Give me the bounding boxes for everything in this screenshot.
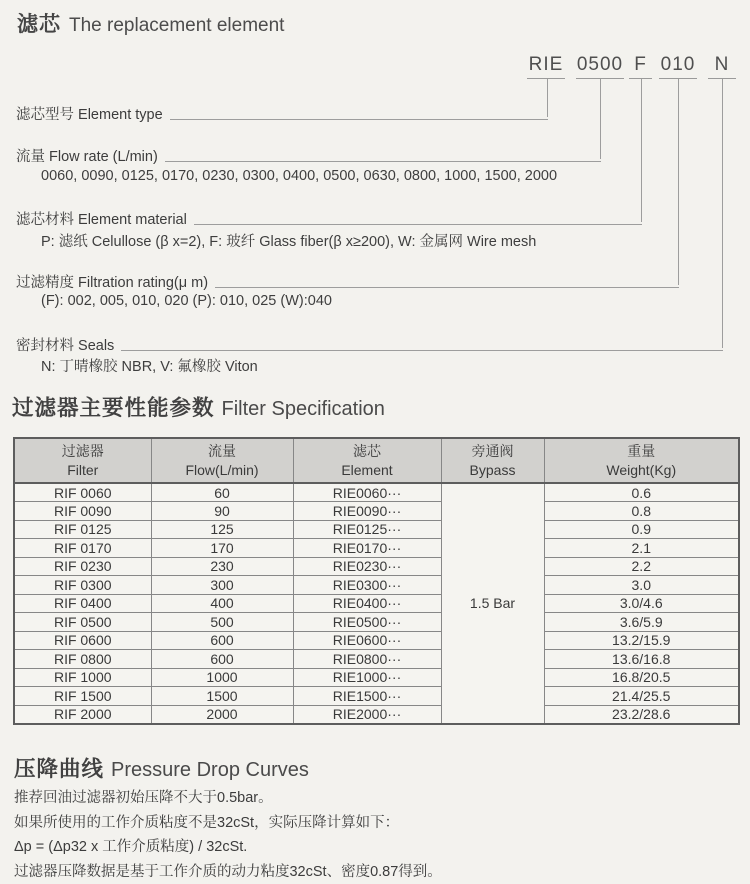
spec-table-header-row <box>14 438 739 483</box>
cell-flow: 400 <box>151 594 293 613</box>
cell-element: RIE0230··· <box>293 557 441 576</box>
cell-flow: 170 <box>151 539 293 558</box>
cell-element: RIE0600··· <box>293 631 441 650</box>
col-header-weight-zh: 重量 <box>627 443 655 459</box>
cell-flow: 90 <box>151 502 293 521</box>
connector-vline-rating <box>678 79 679 285</box>
cell-flow: 1000 <box>151 668 293 687</box>
legend-row-material <box>16 208 642 229</box>
col-header-weight <box>544 438 739 483</box>
cell-weight: 21.4/25.5 <box>544 687 739 706</box>
cell-element: RIE0170··· <box>293 539 441 558</box>
cell-element: RIE0500··· <box>293 613 441 632</box>
spec-table <box>13 437 740 725</box>
legend-label-flow-rate: 流量 Flow rate (L/min) <box>16 145 158 166</box>
cell-element: RIE2000··· <box>293 705 441 724</box>
legend-options-rating: (F): 002, 005, 010, 020 (P): 010, 025 (W):040 <box>41 293 332 309</box>
model-code-segment-series: RIE <box>527 54 565 79</box>
legend-connector-line <box>194 224 642 225</box>
cell-filter: RIF 0500 <box>14 613 151 632</box>
cell-flow: 60 <box>151 483 293 502</box>
col-header-bypass <box>441 438 544 483</box>
col-header-element-zh: 滤芯 <box>353 443 381 459</box>
table-row <box>14 557 739 576</box>
legend-connector-line <box>165 161 601 162</box>
cell-weight: 13.6/16.8 <box>544 650 739 669</box>
table-row <box>14 539 739 558</box>
legend-row-seals <box>16 334 723 355</box>
cell-filter: RIF 0230 <box>14 557 151 576</box>
pressure-note-line: 过滤器压降数据是基于工作介质的动力粘度32cSt、密度0.87得到。 <box>14 860 442 884</box>
page-title-zh: 滤芯 <box>17 13 61 36</box>
legend-options-material: P: 滤纸 Celullose (β x=2), F: 玻纤 Glass fiber(β x≥200), W: 金属网 Wire mesh <box>41 230 536 251</box>
legend-row-element-type <box>16 103 548 124</box>
cell-flow: 1500 <box>151 687 293 706</box>
cell-weight: 2.1 <box>544 539 739 558</box>
legend-connector-line <box>215 287 679 288</box>
legend-row-rating <box>16 271 679 292</box>
model-code-segment-seal: N <box>708 54 736 79</box>
pressure-section-heading <box>14 752 309 783</box>
connector-vline-material <box>641 79 642 222</box>
col-header-element-en: Element <box>341 462 392 478</box>
cell-filter: RIF 0125 <box>14 520 151 539</box>
pressure-heading-en: Pressure Drop Curves <box>111 759 309 781</box>
cell-filter: RIF 2000 <box>14 705 151 724</box>
cell-element: RIE0400··· <box>293 594 441 613</box>
cell-element: RIE0060··· <box>293 483 441 502</box>
col-header-bypass-en: Bypass <box>470 462 516 478</box>
cell-weight: 3.6/5.9 <box>544 613 739 632</box>
cell-weight: 23.2/28.6 <box>544 705 739 724</box>
cell-weight: 2.2 <box>544 557 739 576</box>
legend-row-flow-rate <box>16 145 601 166</box>
cell-bypass-merged: 1.5 Bar <box>441 483 544 724</box>
spec-heading-zh: 过滤器主要性能参数 <box>12 396 215 420</box>
model-code-segment-flow: 0500 <box>576 54 624 79</box>
cell-flow: 600 <box>151 631 293 650</box>
col-header-element <box>293 438 441 483</box>
cell-filter: RIF 0090 <box>14 502 151 521</box>
col-header-filter-en: Filter <box>67 462 98 478</box>
legend-connector-line <box>170 119 548 120</box>
cell-filter: RIF 0800 <box>14 650 151 669</box>
spec-section-heading <box>12 391 385 422</box>
col-header-filter <box>14 438 151 483</box>
pressure-note-line: 如果所使用的工作介质粘度不是32cSt，实际压降计算如下： <box>14 811 442 836</box>
table-row <box>14 594 739 613</box>
cell-element: RIE1500··· <box>293 687 441 706</box>
cell-flow: 230 <box>151 557 293 576</box>
page-title-en: The replacement element <box>69 15 284 36</box>
table-row <box>14 650 739 669</box>
col-header-flow <box>151 438 293 483</box>
cell-filter: RIF 0400 <box>14 594 151 613</box>
cell-filter: RIF 0600 <box>14 631 151 650</box>
col-header-flow-zh: 流量 <box>208 443 236 459</box>
table-row <box>14 687 739 706</box>
cell-weight: 13.2/15.9 <box>544 631 739 650</box>
legend-connector-line <box>121 350 723 351</box>
table-row <box>14 483 739 502</box>
cell-weight: 16.8/20.5 <box>544 668 739 687</box>
table-row <box>14 668 739 687</box>
table-row <box>14 520 739 539</box>
cell-weight: 3.0 <box>544 576 739 595</box>
table-row <box>14 705 739 724</box>
pressure-notes <box>14 786 442 884</box>
cell-filter: RIF 0170 <box>14 539 151 558</box>
cell-weight: 0.6 <box>544 483 739 502</box>
cell-flow: 2000 <box>151 705 293 724</box>
col-header-flow-en: Flow(L/min) <box>185 462 258 478</box>
col-header-weight-en: Weight(Kg) <box>606 462 676 478</box>
col-header-filter-zh: 过滤器 <box>62 443 104 459</box>
legend-label-seals: 密封材料 Seals <box>16 334 114 355</box>
cell-element: RIE1000··· <box>293 668 441 687</box>
table-row <box>14 576 739 595</box>
pressure-heading-zh: 压降曲线 <box>14 757 104 781</box>
cell-element: RIE0090··· <box>293 502 441 521</box>
cell-filter: RIF 0300 <box>14 576 151 595</box>
cell-element: RIE0800··· <box>293 650 441 669</box>
cell-filter: RIF 0060 <box>14 483 151 502</box>
table-row <box>14 613 739 632</box>
cell-weight: 3.0/4.6 <box>544 594 739 613</box>
model-code-segment-rating: 010 <box>659 54 697 79</box>
table-row <box>14 631 739 650</box>
pressure-note-line: Δp = (Δp32 x 工作介质粘度) / 32cSt. <box>14 835 442 860</box>
cell-flow: 125 <box>151 520 293 539</box>
model-code-segment-material: F <box>629 54 652 79</box>
cell-element: RIE0125··· <box>293 520 441 539</box>
legend-options-flow-rate: 0060, 0090, 0125, 0170, 0230, 0300, 0400, 0500, 0630, 0800, 1000, 1500, 2000 <box>41 168 557 184</box>
cell-flow: 600 <box>151 650 293 669</box>
legend-label-material: 滤芯材料 Element material <box>16 208 187 229</box>
pressure-note-line: 推荐回油过滤器初始压降不大于0.5bar。 <box>14 786 442 811</box>
cell-weight: 0.9 <box>544 520 739 539</box>
legend-label-rating: 过滤精度 Filtration rating(μ m) <box>16 271 208 292</box>
page-title <box>17 8 284 38</box>
table-row <box>14 502 739 521</box>
cell-filter: RIF 1500 <box>14 687 151 706</box>
cell-flow: 500 <box>151 613 293 632</box>
connector-vline-seal <box>722 79 723 348</box>
legend-options-seals: N: 丁晴橡胶 NBR, V: 氟橡胶 Viton <box>41 355 258 376</box>
cell-flow: 300 <box>151 576 293 595</box>
spec-heading-en: Filter Specification <box>222 398 385 420</box>
legend-label-element-type: 滤芯型号 Element type <box>16 103 163 124</box>
cell-filter: RIF 1000 <box>14 668 151 687</box>
col-header-bypass-zh: 旁通阀 <box>472 443 514 459</box>
cell-weight: 0.8 <box>544 502 739 521</box>
cell-element: RIE0300··· <box>293 576 441 595</box>
